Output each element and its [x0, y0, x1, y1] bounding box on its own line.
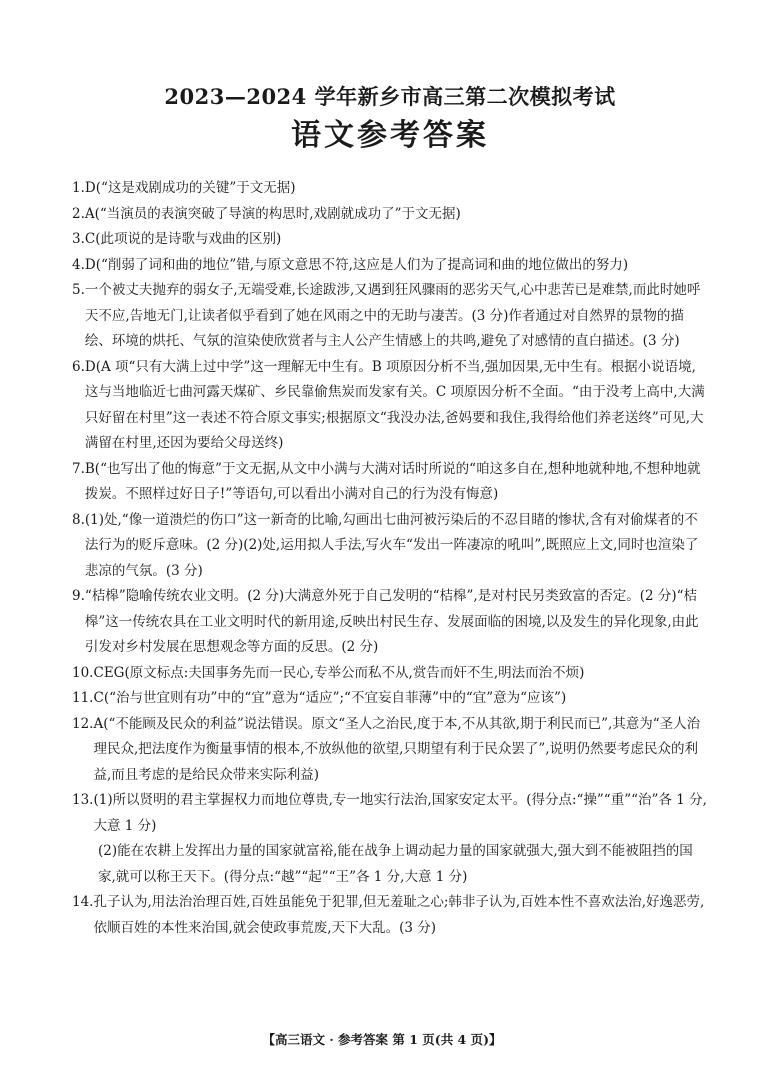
answer-number: 1.: [72, 180, 85, 196]
answer-number: 2.: [72, 205, 85, 222]
answer-text: CEG(原文标点:夫国事务先而一民心,专举公而私不从,赏告而奸不生,明法而治不烦): [93, 664, 585, 681]
answer-number: 5.: [72, 282, 85, 298]
answer-text: (2)能在农耕上发挥出力量的国家就富裕,能在战争上调动起力量的国家就强大,强大到不能被阻挡的国家,就可以称王天下。(得分点:“越”“起”“王”各 1 分,大意 1 分): [98, 843, 693, 885]
answer-number: 3.: [72, 231, 85, 247]
answer-item: [72, 202, 708, 228]
answer-item: [72, 457, 708, 508]
answer-text: D(“这是戏剧成功的关键”于文无据): [84, 180, 296, 196]
exam-title: 2023—2024 学年新乡市高三第二次模拟考试: [164, 84, 616, 109]
answer-item: [72, 661, 708, 687]
answer-text: D(A 项“只有大满上过中学”这一理解无中生有。B 项原因分析不当,强加因果,无中生有。根据小说语境,这与当地临近七曲河露天煤矿、乡民靠偷焦炭而发家有关。C 项原因分析不全面。“由于没考上高中,大满只好留在村里”这一表述不符合原文事实;根据原文“我没办法,爸妈要和我住,我得给他们养老送终”可见,大满留在村里,还因为要给父母送终): [84, 358, 705, 451]
page-footer: 【高三语文 · 参考答案 第 1 页(共 4 页)】: [262, 1032, 502, 1047]
answer-text: (1)所以贤明的君主掌握权力而地位尊贵,专一地实行法治,国家安定太平。(得分点:“操”“重”“治”各 1 分,大意 1 分): [93, 792, 707, 834]
answer-number: 4.: [72, 256, 85, 273]
answer-text: A(“不能顾及民众的利益”说法错误。原文“圣人之治民,度于本,不从其欲,期于利民而已”,其意为“圣人治理民众,把法度作为衡量事情的根本,不放纵他的欲望,只期望有利于民众罢了”,说明仍然要考虑民众的利益,而且考虑的是给民众带来实际利益): [93, 715, 701, 783]
answer-item: [72, 584, 708, 661]
answer-list: [72, 176, 708, 941]
answer-number: 7.: [72, 460, 85, 477]
answer-number: [72, 839, 98, 890]
answer-number: 8.: [72, 511, 85, 528]
answer-item: [72, 712, 708, 789]
answer-text: (1)处,“像一道溃烂的伤口”这一新奇的比喻,勾画出七曲河被污染后的不忍目睹的惨状,含有对偷煤者的不法行为的贬斥意味。(2 分)(2)处,运用拟人手法,写火车“发出一阵凄凉的吼叫”,既照应上文,同时也渲染了悲凉的气氛。(3 分): [84, 511, 699, 579]
answer-text: C(“治与世宜则有功”中的“宜”意为“适应”;“不宜妄自菲薄”中的“宜”意为“应该”): [93, 690, 567, 706]
answer-item: [72, 890, 708, 941]
answer-text: D(“削弱了词和曲的地位”错,与原文意思不符,这应是人们为了提高词和曲的地位做出的努力): [84, 256, 629, 273]
answer-number: 10.: [72, 664, 94, 681]
answer-number: 14.: [72, 894, 94, 910]
answer-number: 12.: [72, 715, 94, 732]
answer-number: 11.: [72, 690, 94, 706]
answer-item: [72, 788, 708, 839]
answer-number: 9.: [72, 588, 85, 604]
answer-item: [72, 839, 708, 890]
answer-text: C(此项说的是诗歌与戏曲的区别): [84, 231, 282, 247]
answer-key-title: 语文参考答案: [291, 118, 489, 153]
answer-item: [72, 508, 708, 585]
answer-item: [72, 176, 708, 202]
answer-text: A(“当演员的表演突破了导演的构思时,戏剧就成功了”于文无据): [84, 205, 461, 222]
answer-text: 一个被丈夫抛弃的弱女子,无端受难,长途跋涉,又遇到狂风骤雨的恶劣天气,心中悲苦已是难禁,而此时她呼天不应,告地无门,让读者似乎看到了她在风雨之中的无助与凄苦。(3 分)作者通过对自然界的景物的描绘、环境的烘托、气氛的渲染使欣赏者与主人公产生情感上的共鸣,避免了对感情的直白描述。(3 分): [84, 282, 701, 349]
answer-item: [72, 278, 708, 355]
answer-text: “桔槔”隐喻传统农业文明。(2 分)大满意外死于自己发明的“桔槔”,是对村民另类致富的否定。(2 分)“桔槔”这一传统农具在工业文明时代的新用途,反映出村民生存、发展面临的困境,以及发生的异化现象,由此引发对乡村发展在思想观念等方面的反思。(2 分): [84, 588, 699, 655]
answer-item: [72, 686, 708, 712]
answer-text: 孔子认为,用法治治理百姓,百姓虽能免于犯罪,但无羞耻之心;韩非子认为,百姓本性不喜欢法治,好逸恶劳,依顺百姓的本性来治国,就会使政事荒废,天下大乱。(3 分): [93, 894, 705, 936]
answer-number: 6.: [72, 358, 85, 375]
answer-item: [72, 253, 708, 279]
answer-text: B(“也写出了他的悔意”于文无据,从文中小满与大满对话时所说的“咱这多自在,想种地就种地,不想种地就拨炭。不照样过好日子!”等语句,可以看出小满对自己的行为没有悔意): [84, 460, 701, 502]
answer-item: [72, 355, 708, 457]
answer-item: [72, 227, 708, 253]
answer-number: 13.: [72, 792, 94, 808]
